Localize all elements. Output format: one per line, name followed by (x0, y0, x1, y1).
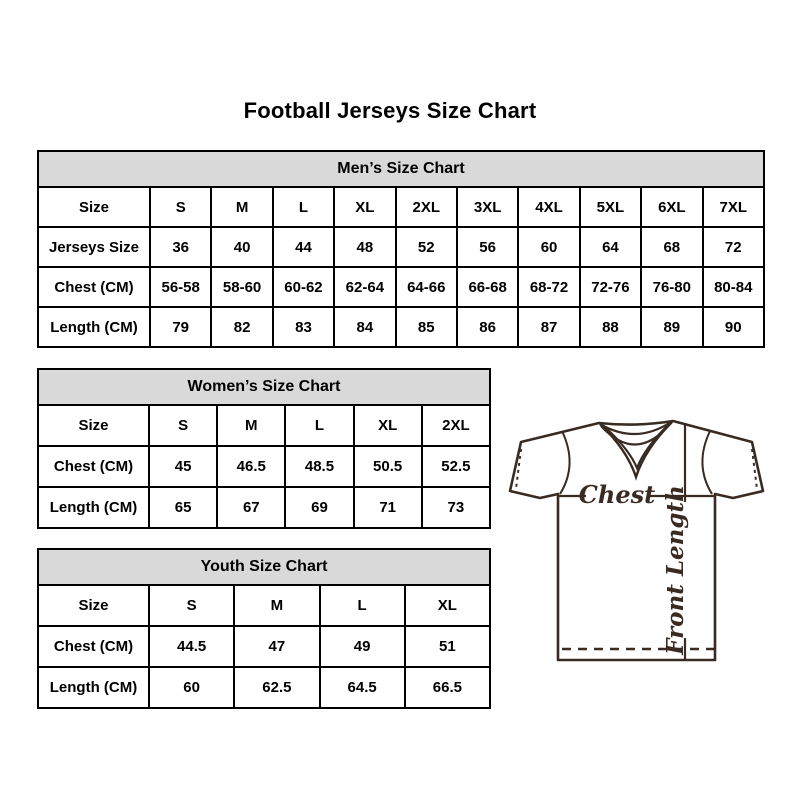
value-cell: 60 (518, 227, 579, 267)
row-label-cell: Length (CM) (38, 307, 150, 347)
value-cell: 69 (285, 487, 353, 528)
value-cell: 66.5 (405, 667, 490, 708)
value-cell: 7XL (703, 187, 764, 227)
womens-size-table (37, 368, 491, 529)
value-cell: 73 (422, 487, 490, 528)
value-cell: 80-84 (703, 267, 764, 307)
value-cell: M (234, 585, 319, 626)
table-row (38, 667, 490, 708)
table-title: Youth Size Chart (38, 549, 490, 585)
value-cell: 90 (703, 307, 764, 347)
value-cell: 44.5 (149, 626, 234, 667)
value-cell: 62-64 (334, 267, 395, 307)
value-cell: 72-76 (580, 267, 641, 307)
value-cell: 4XL (518, 187, 579, 227)
value-cell: 3XL (457, 187, 518, 227)
table-title: Men’s Size Chart (38, 151, 764, 187)
value-cell: 52 (396, 227, 457, 267)
value-cell: 49 (320, 626, 405, 667)
chest-label: Chest (578, 480, 656, 509)
value-cell: 65 (149, 487, 217, 528)
value-cell: 68-72 (518, 267, 579, 307)
value-cell: 46.5 (217, 446, 285, 487)
value-cell: 60-62 (273, 267, 334, 307)
value-cell: 86 (457, 307, 518, 347)
value-cell: 76-80 (641, 267, 702, 307)
value-cell: 52.5 (422, 446, 490, 487)
jersey-measurement-diagram (500, 398, 780, 674)
value-cell: 2XL (396, 187, 457, 227)
youth-size-table (37, 548, 491, 709)
value-cell: 85 (396, 307, 457, 347)
value-cell: 68 (641, 227, 702, 267)
value-cell: 58-60 (211, 267, 272, 307)
row-label-cell: Size (38, 187, 150, 227)
table-row (38, 585, 490, 626)
row-label-cell: Chest (CM) (38, 446, 149, 487)
row-label-cell: Jerseys Size (38, 227, 150, 267)
right-armhole-seam-line (702, 431, 712, 494)
value-cell: 48 (334, 227, 395, 267)
front-length-label: Front Length (662, 485, 689, 655)
value-cell: 6XL (641, 187, 702, 227)
value-cell: 56-58 (150, 267, 211, 307)
value-cell: S (150, 187, 211, 227)
table-row (38, 446, 490, 487)
table-row (38, 626, 490, 667)
value-cell: 50.5 (354, 446, 422, 487)
value-cell: XL (334, 187, 395, 227)
table-title: Women’s Size Chart (38, 369, 490, 405)
mens-size-table (37, 150, 765, 348)
value-cell: L (273, 187, 334, 227)
value-cell: XL (354, 405, 422, 446)
value-cell: L (320, 585, 405, 626)
value-cell: 82 (211, 307, 272, 347)
value-cell: 45 (149, 446, 217, 487)
value-cell: XL (405, 585, 490, 626)
value-cell: 88 (580, 307, 641, 347)
row-label-cell: Size (38, 405, 149, 446)
value-cell: 44 (273, 227, 334, 267)
value-cell: 67 (217, 487, 285, 528)
table-row (38, 307, 764, 347)
value-cell: 64.5 (320, 667, 405, 708)
value-cell: 62.5 (234, 667, 319, 708)
jersey-outline (510, 421, 763, 660)
left-armhole-seam-line (560, 431, 570, 494)
value-cell: M (217, 405, 285, 446)
value-cell: 64 (580, 227, 641, 267)
row-label-cell: Size (38, 585, 149, 626)
table-row (38, 227, 764, 267)
table-row (38, 405, 490, 446)
value-cell: 36 (150, 227, 211, 267)
value-cell: 71 (354, 487, 422, 528)
value-cell: 87 (518, 307, 579, 347)
value-cell: 83 (273, 307, 334, 347)
value-cell: 47 (234, 626, 319, 667)
table-row (38, 187, 764, 227)
page-title: Football Jerseys Size Chart (243, 98, 537, 123)
value-cell: 72 (703, 227, 764, 267)
value-cell: 60 (149, 667, 234, 708)
value-cell: 51 (405, 626, 490, 667)
row-label-cell: Length (CM) (38, 667, 149, 708)
value-cell: L (285, 405, 353, 446)
value-cell: 56 (457, 227, 518, 267)
value-cell: 40 (211, 227, 272, 267)
value-cell: 84 (334, 307, 395, 347)
row-label-cell: Chest (CM) (38, 267, 150, 307)
value-cell: 89 (641, 307, 702, 347)
row-label-cell: Length (CM) (38, 487, 149, 528)
value-cell: M (211, 187, 272, 227)
table-row (38, 267, 764, 307)
value-cell: 2XL (422, 405, 490, 446)
jersey-illustration (500, 398, 780, 674)
row-label-cell: Chest (CM) (38, 626, 149, 667)
value-cell: 79 (150, 307, 211, 347)
value-cell: S (149, 405, 217, 446)
value-cell: S (149, 585, 234, 626)
value-cell: 48.5 (285, 446, 353, 487)
value-cell: 64-66 (396, 267, 457, 307)
value-cell: 66-68 (457, 267, 518, 307)
table-row (38, 487, 490, 528)
value-cell: 5XL (580, 187, 641, 227)
v-neck-inner-line (606, 426, 667, 468)
